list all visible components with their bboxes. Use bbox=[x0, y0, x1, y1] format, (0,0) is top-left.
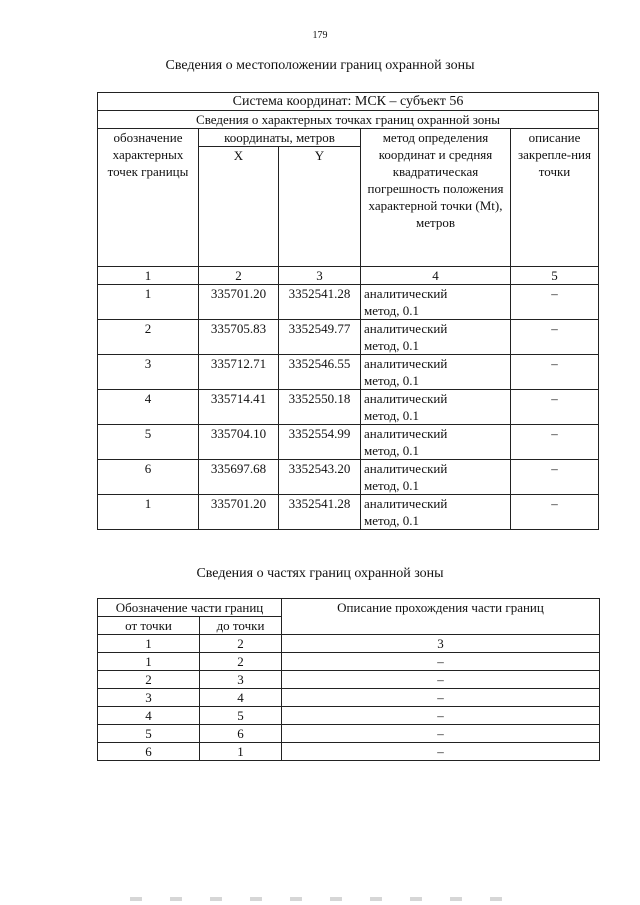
header-description: описание закрепле-ния точки bbox=[511, 129, 599, 267]
section-heading-parts: Сведения о частях границ охранной зоны bbox=[196, 566, 444, 581]
method-line: аналитический bbox=[364, 356, 448, 371]
header-point-designation: обозначение характерных точек границы bbox=[98, 129, 199, 267]
table-row bbox=[98, 285, 599, 320]
footer-scan-artifact bbox=[130, 897, 530, 901]
x-coordinate-cell: 335712.71 bbox=[199, 355, 279, 390]
x-coordinate-cell: 335701.20 bbox=[199, 285, 279, 320]
header-part-description: Описание прохождения части границ bbox=[282, 599, 600, 635]
from-point-cell: 3 bbox=[98, 689, 200, 707]
point-number-cell: 3 bbox=[98, 355, 199, 390]
description-cell: – bbox=[511, 320, 599, 355]
point-number-cell: 1 bbox=[98, 285, 199, 320]
method-cell bbox=[361, 320, 511, 355]
table-row bbox=[98, 653, 600, 671]
y-coordinate-cell: 3352541.28 bbox=[279, 495, 361, 530]
accuracy-line: метод, 0.1 bbox=[364, 303, 419, 318]
accuracy-line: метод, 0.1 bbox=[364, 338, 419, 353]
part-description-cell: – bbox=[282, 671, 600, 689]
description-cell: – bbox=[511, 285, 599, 320]
column-number: 2 bbox=[200, 635, 282, 653]
y-coordinate-cell: 3352554.99 bbox=[279, 425, 361, 460]
header-x: X bbox=[199, 147, 279, 267]
method-line: аналитический bbox=[364, 321, 448, 336]
to-point-cell: 1 bbox=[200, 743, 282, 761]
description-cell: – bbox=[511, 425, 599, 460]
table-row bbox=[98, 707, 600, 725]
part-description-cell: – bbox=[282, 689, 600, 707]
header-coordinates: координаты, метров bbox=[199, 129, 361, 147]
y-coordinate-cell: 3352541.28 bbox=[279, 285, 361, 320]
point-number-cell: 6 bbox=[98, 460, 199, 495]
part-description-cell: – bbox=[282, 653, 600, 671]
method-line: аналитический bbox=[364, 286, 448, 301]
section-heading-location: Сведения о местоположении границ охранной зоны bbox=[165, 58, 475, 73]
method-cell bbox=[361, 495, 511, 530]
table-subtitle-cell: Сведения о характерных точках границ охранной зоны bbox=[98, 111, 599, 129]
column-number-row bbox=[98, 635, 600, 653]
method-cell bbox=[361, 460, 511, 495]
point-number-cell: 5 bbox=[98, 425, 199, 460]
column-number-row bbox=[98, 267, 599, 285]
method-line: аналитический bbox=[364, 391, 448, 406]
x-coordinate-cell: 335704.10 bbox=[199, 425, 279, 460]
table-row bbox=[98, 355, 599, 390]
header-part-designation: Обозначение части границ bbox=[98, 599, 282, 617]
to-point-cell: 6 bbox=[200, 725, 282, 743]
column-number: 1 bbox=[98, 635, 200, 653]
accuracy-line: метод, 0.1 bbox=[364, 513, 419, 528]
header-method: метод определения координат и средняя квадратическая погрешность положения характерной точки (Mt), метров bbox=[361, 129, 511, 267]
x-coordinate-cell: 335705.83 bbox=[199, 320, 279, 355]
method-cell bbox=[361, 390, 511, 425]
to-point-cell: 5 bbox=[200, 707, 282, 725]
x-coordinate-cell: 335714.41 bbox=[199, 390, 279, 425]
column-number: 3 bbox=[279, 267, 361, 285]
y-coordinate-cell: 3352543.20 bbox=[279, 460, 361, 495]
x-coordinate-cell: 335701.20 bbox=[199, 495, 279, 530]
boundary-parts-table bbox=[97, 598, 600, 761]
method-cell bbox=[361, 285, 511, 320]
table-row bbox=[98, 495, 599, 530]
table-row bbox=[98, 425, 599, 460]
coordinate-system-cell: Система координат: МСК – субъект 56 bbox=[98, 93, 599, 111]
method-line: аналитический bbox=[364, 461, 448, 476]
part-description-cell: – bbox=[282, 725, 600, 743]
table-row bbox=[98, 689, 600, 707]
table-row bbox=[98, 743, 600, 761]
accuracy-line: метод, 0.1 bbox=[364, 478, 419, 493]
point-number-cell: 4 bbox=[98, 390, 199, 425]
column-number: 5 bbox=[511, 267, 599, 285]
from-point-cell: 6 bbox=[98, 743, 200, 761]
table-row bbox=[98, 320, 599, 355]
method-line: аналитический bbox=[364, 426, 448, 441]
table-row bbox=[98, 671, 600, 689]
y-coordinate-cell: 3352549.77 bbox=[279, 320, 361, 355]
from-point-cell: 5 bbox=[98, 725, 200, 743]
table-row bbox=[98, 725, 600, 743]
from-point-cell: 4 bbox=[98, 707, 200, 725]
point-number-cell: 1 bbox=[98, 495, 199, 530]
page-number: 179 bbox=[312, 30, 328, 41]
y-coordinate-cell: 3352550.18 bbox=[279, 390, 361, 425]
from-point-cell: 1 bbox=[98, 653, 200, 671]
description-cell: – bbox=[511, 495, 599, 530]
column-number: 3 bbox=[282, 635, 600, 653]
description-cell: – bbox=[511, 355, 599, 390]
from-point-cell: 2 bbox=[98, 671, 200, 689]
method-cell bbox=[361, 355, 511, 390]
part-description-cell: – bbox=[282, 743, 600, 761]
point-number-cell: 2 bbox=[98, 320, 199, 355]
column-number: 2 bbox=[199, 267, 279, 285]
characteristic-points-table bbox=[97, 92, 599, 530]
accuracy-line: метод, 0.1 bbox=[364, 443, 419, 458]
to-point-cell: 4 bbox=[200, 689, 282, 707]
to-point-cell: 3 bbox=[200, 671, 282, 689]
column-number: 1 bbox=[98, 267, 199, 285]
header-from-point: от точки bbox=[98, 617, 200, 635]
part-description-cell: – bbox=[282, 707, 600, 725]
x-coordinate-cell: 335697.68 bbox=[199, 460, 279, 495]
header-to-point: до точки bbox=[200, 617, 282, 635]
table-row bbox=[98, 460, 599, 495]
y-coordinate-cell: 3352546.55 bbox=[279, 355, 361, 390]
header-y: Y bbox=[279, 147, 361, 267]
accuracy-line: метод, 0.1 bbox=[364, 408, 419, 423]
to-point-cell: 2 bbox=[200, 653, 282, 671]
description-cell: – bbox=[511, 460, 599, 495]
method-cell bbox=[361, 425, 511, 460]
description-cell: – bbox=[511, 390, 599, 425]
method-line: аналитический bbox=[364, 496, 448, 511]
column-number: 4 bbox=[361, 267, 511, 285]
accuracy-line: метод, 0.1 bbox=[364, 373, 419, 388]
table-row bbox=[98, 390, 599, 425]
